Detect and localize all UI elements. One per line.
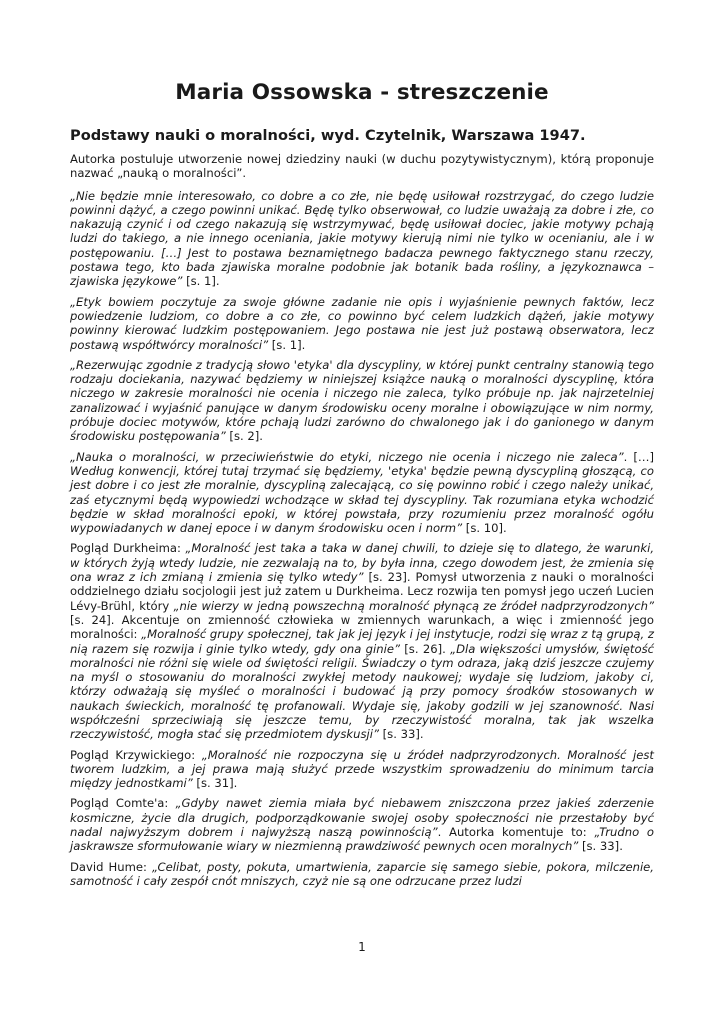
body-text: . Autorka komentuje to: <box>437 825 595 840</box>
body-text: [s. 24]. Akcentuje on zmienność człowieka w zmiennych warunkach, a więc i zmienność jego moralności: <box>70 612 654 642</box>
quote-text: Według konwencji, której tutaj trzymać się będziemy, 'etyka' będzie pewną dyscypliną głoszącą, co jest dobre i co jest złe moralnie, dyscypliną zalecającą, co się powinno robić i czego należy unikać, zaś etycznymi będą wypowiedzi wchodzące w skład tej dyscypliny. Tak rozumiana etyka wchodzić będzie w skład moralności epoki, w której powstała, przy rozumieniu przez moralność ogółu wypowiadanych w danej epoce i w danym środowisku ocen i norm” <box>70 463 654 536</box>
paragraph <box>70 748 654 791</box>
quote-text: „Nie będzie mnie interesowało, co dobre a co złe, nie będę usiłował rozstrzygać, do czego ludzie powinni dążyć, a czego powinni unikać. Będę tylko obserwował, co ludzie uważają za dobre i złe, co nakazują czynić i od czego nakazują się wstrzymywać, będę usiłował dociec, jakie motywy pchają ludzi do takiego, a nie innego oceniania, jakie motywy kierują nimi nie tylko w ocenianiu, ale i w postępowaniu. […] Jest to postawa beznamiętnego badacza pewnego faktycznego stanu rzeczy, postawa tego, kto bada zjawiska moralne podobnie jak botanik bada rośliny, a językoznawca – zjawiska językowe” <box>70 188 654 289</box>
body-text: Pogląd Durkheima: <box>70 541 186 556</box>
body-text: [s. 31]. <box>192 776 238 791</box>
body-text: [s. 1]. <box>268 337 306 352</box>
quote-text: „Etyk bowiem poczytuje za swoje główne zadanie nie opis i wyjaśnienie pewnych faktów, lecz powiedzenie ludziom, co dobre a co złe, co powinno być celem ludzkich dążeń, jakie motywy powinny kierować ludzkim postępowaniem. Jego postawa nie jest już postawą obserwatora, lecz postawą współtwórcy moralności” <box>70 294 654 352</box>
paragraph <box>70 295 654 352</box>
paragraph <box>70 358 654 444</box>
quote-text: „nie wierzy w jedną powszechną moralność płynącą ze źródeł nadprzyrodzonych” <box>173 598 654 613</box>
quote-text: „Moralność grupy społecznej, tak jak jej język i jej instytucje, rodzi się wraz z tą grupą, z nią razem się rozwija i ginie tylko wtedy, gdy ona ginie” <box>70 627 654 656</box>
page-number: 1 <box>358 940 366 954</box>
paragraph <box>70 450 654 536</box>
quote-text: „Trudno o jaskrawsze sformułowanie wiary w niezmienną prawdziwość pewnych ocen moralnych” <box>70 825 654 854</box>
quote-text: „Moralność jest taka a taka w danej chwili, to dzieje się to dlatego, że warunki, w których żyją wtedy ludzie, nie zezwalają na to, by była inna, czego dowodem jest, że zmienia się ona wraz z ich zmianą i zmienia się tylko wtedy” <box>70 541 655 585</box>
body-text: [s. 26]. <box>399 641 451 656</box>
body-text: [s. 23]. Pomysł utworzenia z nauki o moralności oddzielnego działu socjologii jest już zatem u Durkheima. Lecz rozwija ten pomysł jego uczeń Lucien Lévy-Brühl, który <box>70 570 655 613</box>
paragraph <box>70 152 654 181</box>
body-text: [s. 1]. <box>182 274 220 289</box>
body-text: Pogląd Krzywickiego: <box>70 747 202 762</box>
quote-text: „Celibat, posty, pokuta, umartwienia, zaparcie się samego siebie, pokora, milczenie, samotność i cały zespół cnót mniszych, czyż nie są one odrzucane przez ludzi <box>70 859 654 888</box>
paragraph <box>70 541 654 741</box>
body-text: [s. 33]. <box>378 727 424 742</box>
body-text: [s. 33]. <box>578 839 623 854</box>
document-body <box>70 152 654 888</box>
body-text: Pogląd Comte'a: <box>70 796 176 811</box>
quote-text: „Moralność nie rozpoczyna się u źródeł nadprzyrodzonych. Moralność jest tworem ludzkim, a jej prawa mają służyć przede wszystkim sprowadzeniu do minimum tarcia między jednostkami” <box>70 747 654 791</box>
body-text: [s. 10]. <box>462 521 507 536</box>
paragraph <box>70 796 654 853</box>
body-text: [s. 2]. <box>225 429 263 444</box>
quote-text: „Dla większości umysłów, świętość moralności nie różni się wiele od świętości religii. Świadczy o tym odraza, jaką dziś jeszcze czujemy na myśl o stosowaniu do moralności zwykłej metody naukowej; wydaje się ludziom, jakoby ci, którzy odważają się myśleć o moralności i budować ją przy pomocy środków stosowanych w naukach świeckich, moralność tę profanowali. Wydaje się, jakoby godzili w jej szanowność. Nasi współcześni sprzeciwiają się jeszcze temu, by rzeczywistość moralna, tak jak wszelka rzeczywistość, mogła stać się przedmiotem dyskusji” <box>70 641 654 742</box>
document-page <box>70 80 654 894</box>
body-text: . […] <box>623 449 654 464</box>
paragraph <box>70 860 654 889</box>
body-text: David Hume: <box>70 859 152 874</box>
quote-text: „Gdyby nawet ziemia miała być niebawem zniszczona przez jakieś zderzenie kosmiczne, życie dla drugich, podporządkowanie swojej osoby społeczności nie przestałoby być nadal najwyższym dobrem i najwyższą naszą powinnością” <box>70 796 654 840</box>
quote-text: „Rezerwując zgodnie z tradycją słowo 'etyka' dla dyscypliny, w której punkt centralny stanowią tego rodzaju dociekania, nazywać będziemy w niniejszej książce nauką o moralności dyscyplinę, która niczego w zakresie moralności nie ocenia i niczego nie zaleca, tylko próbuje np. jak najrzetelniej zanalizować i wyjaśnić panujące w danym środowisku oceny moralne i obowiązujące w nim normy, próbuje dociec motywów, które pchają ludzi zarówno do chwalonego jak i do ganionego w danym środowisku postępowania” <box>70 357 654 444</box>
body-text: Autorka postuluje utworzenie nowej dziedziny nauki (w duchu pozytywistycznym), którą proponuje nazwać „nauką o moralności”. <box>70 152 654 181</box>
document-title: Maria Ossowska - streszczenie <box>175 80 549 105</box>
document-subtitle: Podstawy nauki o moralności, wyd. Czytelnik, Warszawa 1947. <box>70 127 586 144</box>
paragraph <box>70 189 654 289</box>
quote-text: „Nauka o moralności, w przeciwieństwie do etyki, niczego nie ocenia i niczego nie zaleca” <box>70 449 624 464</box>
